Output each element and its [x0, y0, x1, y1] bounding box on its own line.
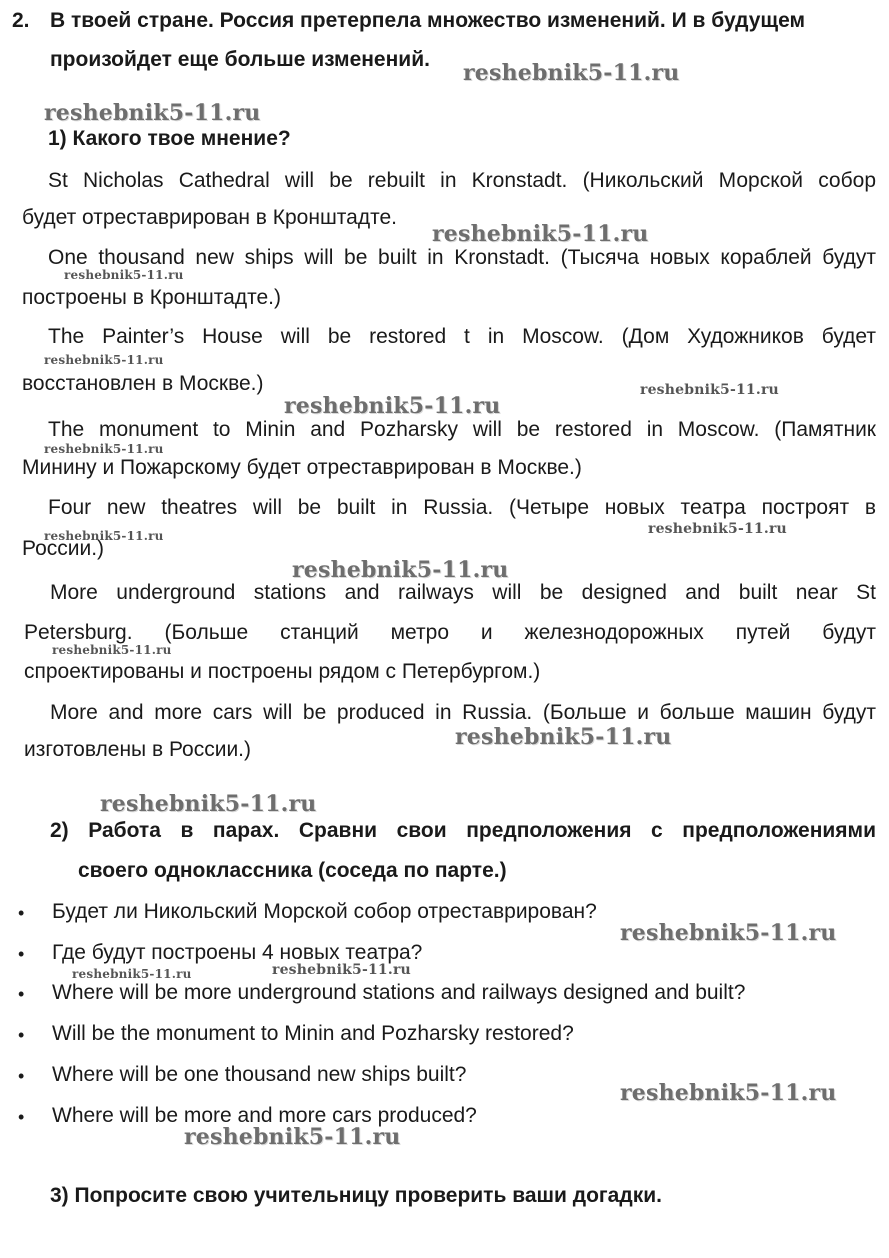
paragraph-1-line-2: будет отреставрирован в Кронштадте.: [22, 206, 398, 229]
task-title-line-2: произойдет еще больше изменений.: [50, 48, 430, 71]
watermark: reshebnik5-11.ru: [44, 100, 261, 126]
watermark: reshebnik5-11.ru: [100, 791, 317, 817]
watermark: reshebnik5-11.ru: [620, 920, 837, 946]
part3-heading: 3) Попросите свою учительницу проверить ваши догадки.: [50, 1184, 662, 1207]
list-item: Where will be more and more cars produced?: [52, 1104, 477, 1127]
paragraph-1-line-1: St Nicholas Cathedral will be rebuilt in Kronstadt. (Никольский Морской собор: [48, 169, 876, 192]
watermark: reshebnik5-11.ru: [463, 60, 680, 86]
bullet-icon: •: [18, 1066, 25, 1086]
watermark: reshebnik5-11.ru: [272, 962, 411, 978]
watermark: reshebnik5-11.ru: [292, 557, 509, 583]
watermark: reshebnik5-11.ru: [44, 353, 164, 367]
task-number: 2.: [12, 9, 30, 32]
paragraph-5-line-1: Four new theatres will be built in Russia. (Четыре новых театра построят в: [48, 496, 876, 519]
paragraph-3-line-1: The Painter’s House will be restored t in Moscow. (Дом Художников будет: [48, 325, 876, 348]
paragraph-2-line-2: построены в Кронштадте.): [22, 286, 281, 309]
paragraph-6-line-1: More underground stations and railways will be designed and built near St: [50, 581, 876, 604]
watermark: reshebnik5-11.ru: [620, 1080, 837, 1106]
bullet-icon: •: [18, 1025, 25, 1045]
task-title-line-1: В твоей стране. Россия претерпела множество изменений. И в будущем: [50, 9, 806, 32]
part1-heading: 1) Какого твое мнение?: [48, 127, 291, 150]
paragraph-2-line-1: One thousand new ships will be built in Kronstadt. (Тысяча новых кораблей будут: [48, 246, 876, 269]
bullet-icon: •: [18, 944, 25, 964]
watermark: reshebnik5-11.ru: [72, 967, 192, 981]
watermark: reshebnik5-11.ru: [432, 221, 649, 247]
paragraph-3-line-2: восстановлен в Москве.): [22, 372, 264, 395]
paragraph-6-line-3: спроектированы и построены рядом с Петербургом.): [24, 660, 541, 683]
watermark: reshebnik5-11.ru: [455, 724, 672, 750]
list-item: Will be the monument to Minin and Pozharsky restored?: [52, 1022, 574, 1045]
part2-heading-line-2: своего одноклассника (соседа по парте.): [78, 859, 507, 882]
watermark: reshebnik5-11.ru: [184, 1124, 401, 1150]
list-item: Будет ли Никольский Морской собор отреставрирован?: [52, 900, 597, 923]
watermark: reshebnik5-11.ru: [648, 521, 787, 537]
bullet-icon: •: [18, 1107, 25, 1127]
watermark: reshebnik5-11.ru: [44, 529, 164, 543]
bullet-icon: •: [18, 903, 25, 923]
list-item: Where will be more underground stations and railways designed and built?: [52, 981, 746, 1004]
paragraph-5-line-2: России.): [22, 537, 105, 560]
watermark: reshebnik5-11.ru: [52, 643, 172, 657]
watermark: reshebnik5-11.ru: [284, 393, 501, 419]
paragraph-4-line-1: The monument to Minin and Pozharsky will be restored in Moscow. (Памятник: [48, 418, 876, 441]
part2-heading-line-1: 2) Работа в парах. Сравни свои предположения с предположениями: [50, 819, 876, 842]
watermark: reshebnik5-11.ru: [64, 268, 184, 282]
paragraph-4-line-2: Минину и Пожарскому будет отреставрирован в Москве.): [22, 456, 582, 479]
paragraph-6-line-2: Petersburg. (Больше станций метро и железнодорожных путей будут: [24, 621, 876, 644]
list-item: Где будут построены 4 новых театра?: [52, 941, 423, 964]
list-item: Where will be one thousand new ships built?: [52, 1063, 467, 1086]
paragraph-7-line-1: More and more cars will be produced in Russia. (Больше и больше машин будут: [50, 701, 876, 724]
bullet-icon: •: [18, 984, 25, 1004]
watermark: reshebnik5-11.ru: [44, 442, 164, 456]
watermark: reshebnik5-11.ru: [640, 382, 779, 398]
paragraph-7-line-2: изготовлены в России.): [24, 738, 252, 761]
